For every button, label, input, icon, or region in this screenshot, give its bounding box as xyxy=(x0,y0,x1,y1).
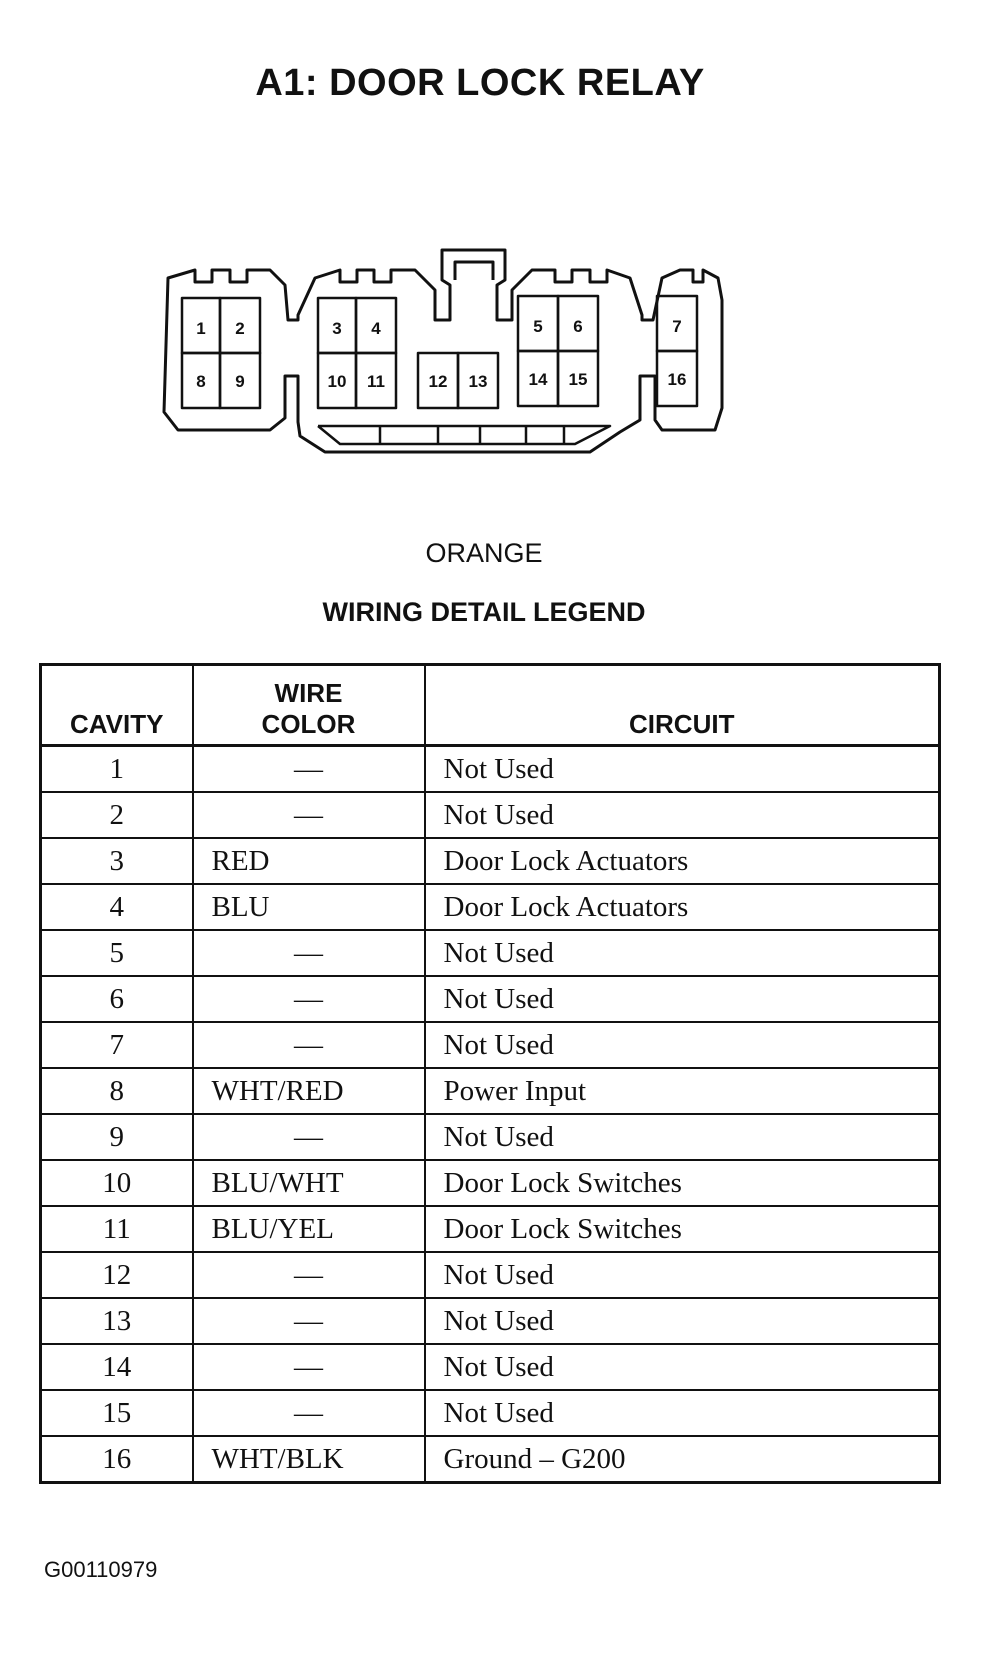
table-row xyxy=(41,1390,940,1436)
wire-color-cell: BLU xyxy=(193,884,425,930)
cavity-cell: 2 xyxy=(41,792,193,838)
cavity-label-11: 11 xyxy=(367,372,385,391)
wire-color-cell: — xyxy=(193,976,425,1022)
circuit-cell: Not Used xyxy=(425,1114,940,1160)
wire-color-cell: BLU/WHT xyxy=(193,1160,425,1206)
wire-color-cell: — xyxy=(193,1114,425,1160)
cavity-cell: 12 xyxy=(41,1252,193,1298)
circuit-cell: Power Input xyxy=(425,1068,940,1114)
cavity-cell: 16 xyxy=(41,1436,193,1483)
cavity-cell: 14 xyxy=(41,1344,193,1390)
wire-color-cell: — xyxy=(193,746,425,793)
circuit-cell: Not Used xyxy=(425,1298,940,1344)
table-row xyxy=(41,1114,940,1160)
cavity-label-5: 5 xyxy=(533,317,543,336)
connector-bottom-rib xyxy=(318,426,610,444)
wire-color-cell: — xyxy=(193,1022,425,1068)
circuit-cell: Door Lock Switches xyxy=(425,1160,940,1206)
wire-color-cell: BLU/YEL xyxy=(193,1206,425,1252)
table-row xyxy=(41,1436,940,1483)
cavity-label-16: 16 xyxy=(667,370,687,389)
table-row xyxy=(41,1068,940,1114)
wire-color-cell: — xyxy=(193,1390,425,1436)
circuit-cell: Not Used xyxy=(425,976,940,1022)
header-cavity: CAVITY xyxy=(41,665,193,746)
table-row xyxy=(41,1344,940,1390)
table-row xyxy=(41,792,940,838)
cavity-label-8: 8 xyxy=(196,372,206,391)
cavity-label-9: 9 xyxy=(235,372,245,391)
figure-id: G00110979 xyxy=(44,1557,158,1582)
circuit-cell: Not Used xyxy=(425,746,940,793)
cavity-label-7: 7 xyxy=(672,317,682,336)
table-row xyxy=(41,838,940,884)
circuit-cell: Not Used xyxy=(425,1022,940,1068)
cavity-cell: 13 xyxy=(41,1298,193,1344)
cavity-cell: 11 xyxy=(41,1206,193,1252)
circuit-cell: Door Lock Actuators xyxy=(425,838,940,884)
cavity-label-10: 10 xyxy=(327,372,347,391)
circuit-cell: Door Lock Switches xyxy=(425,1206,940,1252)
circuit-cell: Not Used xyxy=(425,1390,940,1436)
circuit-cell: Ground – G200 xyxy=(425,1436,940,1483)
cavity-cell: 9 xyxy=(41,1114,193,1160)
cavity-label-13: 13 xyxy=(468,372,488,391)
legend-header-row xyxy=(41,665,940,746)
table-row xyxy=(41,884,940,930)
circuit-cell: Not Used xyxy=(425,1252,940,1298)
page-title: A1: DOOR LOCK RELAY xyxy=(255,62,705,104)
cavity-label-12: 12 xyxy=(428,372,448,391)
wire-color-cell: — xyxy=(193,1344,425,1390)
wire-color-cell: — xyxy=(193,792,425,838)
table-row xyxy=(41,930,940,976)
table-row xyxy=(41,1298,940,1344)
wire-color-cell: WHT/RED xyxy=(193,1068,425,1114)
cavity-cell: 4 xyxy=(41,884,193,930)
circuit-cell: Not Used xyxy=(425,1344,940,1390)
table-row xyxy=(41,1022,940,1068)
cavity-label-2: 2 xyxy=(235,319,245,338)
connector-color-label: ORANGE xyxy=(425,538,543,568)
cavity-cell: 6 xyxy=(41,976,193,1022)
connector-face-diagram xyxy=(150,240,750,490)
wire-color-cell: RED xyxy=(193,838,425,884)
wire-color-cell: — xyxy=(193,930,425,976)
cavity-cell: 8 xyxy=(41,1068,193,1114)
wire-color-cell: — xyxy=(193,1298,425,1344)
wire-color-cell: — xyxy=(193,1252,425,1298)
table-row xyxy=(41,1252,940,1298)
table-row xyxy=(41,976,940,1022)
legend-body xyxy=(41,746,940,1483)
table-row xyxy=(41,1206,940,1252)
cavity-cell: 3 xyxy=(41,838,193,884)
cavity-cell: 10 xyxy=(41,1160,193,1206)
cavity-label-14: 14 xyxy=(528,370,548,389)
wire-color-cell: WHT/BLK xyxy=(193,1436,425,1483)
cavity-label-3: 3 xyxy=(332,319,342,338)
cavity-label-15: 15 xyxy=(568,370,588,389)
connector-housing-left xyxy=(164,250,722,452)
lock-tab xyxy=(455,262,493,280)
circuit-cell: Not Used xyxy=(425,792,940,838)
cavity-cell: 5 xyxy=(41,930,193,976)
cavity-cell: 1 xyxy=(41,746,193,793)
cavity-cell: 15 xyxy=(41,1390,193,1436)
table-row xyxy=(41,746,940,793)
cavity-label-4: 4 xyxy=(371,319,381,338)
cavity-label-1: 1 xyxy=(196,319,206,338)
circuit-cell: Door Lock Actuators xyxy=(425,884,940,930)
legend-title: WIRING DETAIL LEGEND xyxy=(322,597,646,627)
table-row xyxy=(41,1160,940,1206)
cavity-label-6: 6 xyxy=(573,317,583,336)
circuit-cell: Not Used xyxy=(425,930,940,976)
header-wire-color-text: WIRE COLOR xyxy=(261,677,356,739)
wiring-legend-table xyxy=(39,663,941,1484)
header-circuit: CIRCUIT xyxy=(425,665,940,746)
cavity-cell: 7 xyxy=(41,1022,193,1068)
header-wire-color xyxy=(193,665,425,746)
